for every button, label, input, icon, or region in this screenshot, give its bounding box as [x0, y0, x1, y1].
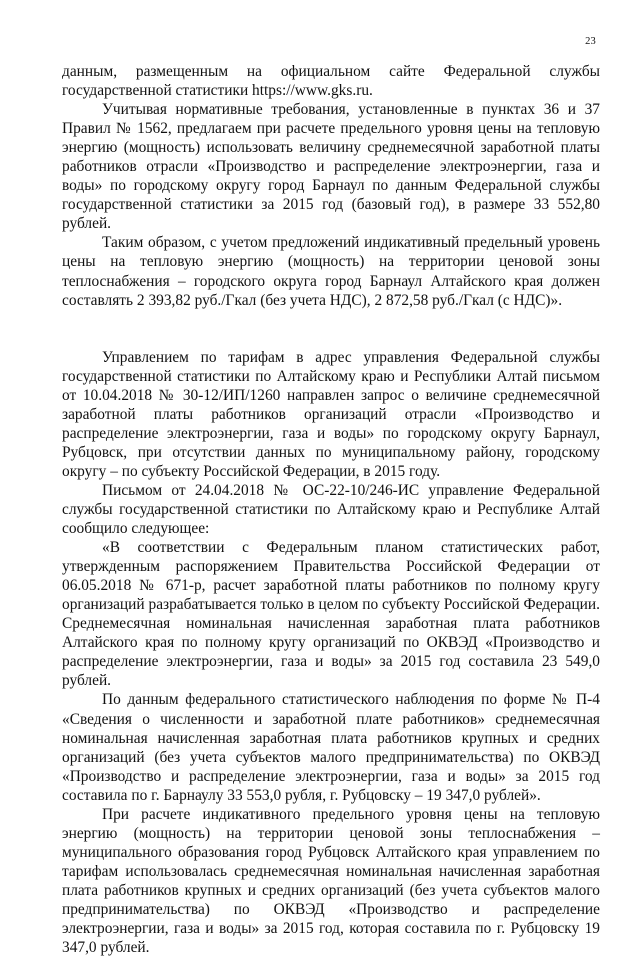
paragraph-stat-reply-quote-2: По данным федерального статистического наблюдения по форме № П-4 «Сведения о численности и заработной плате работников» среднемесячная номинальная начисленная заработная плата работников крупных и средних организаций (без учета субъектов малого предпринимательства) по ОКВЭД «Производство и распределение электроэнергии, газа и воды» за 2015 год составила по г. Барнаулу 33 553,0 рубля, г. Рубцовску – 19 347,0 рублей». — [62, 691, 600, 804]
document-body — [62, 62, 600, 957]
paragraph-stat-reply-quote-1: «В соответствии с Федеральным планом статистических работ, утвержденным распоряжением Правительства Российской Федерации от 06.05.2018 № 671-р, расчет заработной платы работников по полному кругу организаций разрабатывается только в целом по субъекту Российской Федерации. Среднемесячная номинальная начисленная заработная плата работников Алтайского края по полному кругу организаций по ОКВЭД «Производство и распределение электроэнергии, газа и воды» за 2015 год составила 23 549,0 рублей. — [62, 539, 600, 690]
paragraph-stat-reply-intro: Письмом от 24.04.2018 № ОС-22-10/246-ИС управление Федеральной службы государственной статистики по Алтайскому краю и Республике Алтай сообщило следующее: — [62, 481, 600, 538]
paragraph-wage-proposal-barnaul: Учитывая нормативные требования, установленные в пунктах 36 и 37 Правил № 1562, предлагаем при расчете предельного уровня цены на тепловую энергию (мощность) использовать величину среднемесячной заработной платы работников отрасли «Производство и распределение электроэнергии, газа и воды» по городскому округу город Барнаул по данным Федеральной службы государственной статистики за 2015 год (базовый год), в размере 33 552,80 рублей. — [62, 101, 600, 233]
paragraph-gks-source: данным, размещенным на официальном сайте Федеральной службы государственной статистики https://www.gks.ru. — [62, 63, 600, 100]
paragraph-rubtsovsk-calculation: При расчете индикативного предельного уровня цены на тепловую энергию (мощность) на территории ценовой зоны теплоснабжения – муниципального образования город Рубцовск Алтайского края управлением по тарифам использовалась среднемесячная номинальная начисленная заработная плата работников крупных и средних организаций (без учета субъектов малого предпринимательства) по ОКВЭД «Производство и распределение электроэнергии, газа и воды» за 2015 год, которая составила по г. Рубцовску 19 347,0 рублей. — [62, 805, 600, 957]
section-gap — [62, 310, 600, 348]
paragraph-tariff-request: Управлением по тарифам в адрес управления Федеральной службы государственной статистики по Алтайскому краю и Республики Алтай письмом от 10.04.2018 № 30-12/ИП/1260 направлен запрос о величине среднемесячной заработной платы работников организаций отрасли «Производство и распределение электроэнергии, газа и воды» по городскому округу Барнаул, Рубцовск, при отсутствии данных по муниципальному району, городскому округу – по субъекту Российской Федерации, в 2015 году. — [62, 348, 600, 480]
page-number: 23 — [585, 36, 596, 47]
paragraph-price-level-barnaul: Таким образом, с учетом предложений индикативный предельный уровень цены на тепловую энергию (мощность) на территории ценовой зоны теплоснабжения – городского округа город Барнаул Алтайского края должен составлять 2 393,82 руб./Гкал (без учета НДС), 2 872,58 руб./Гкал (с НДС)». — [62, 234, 600, 309]
